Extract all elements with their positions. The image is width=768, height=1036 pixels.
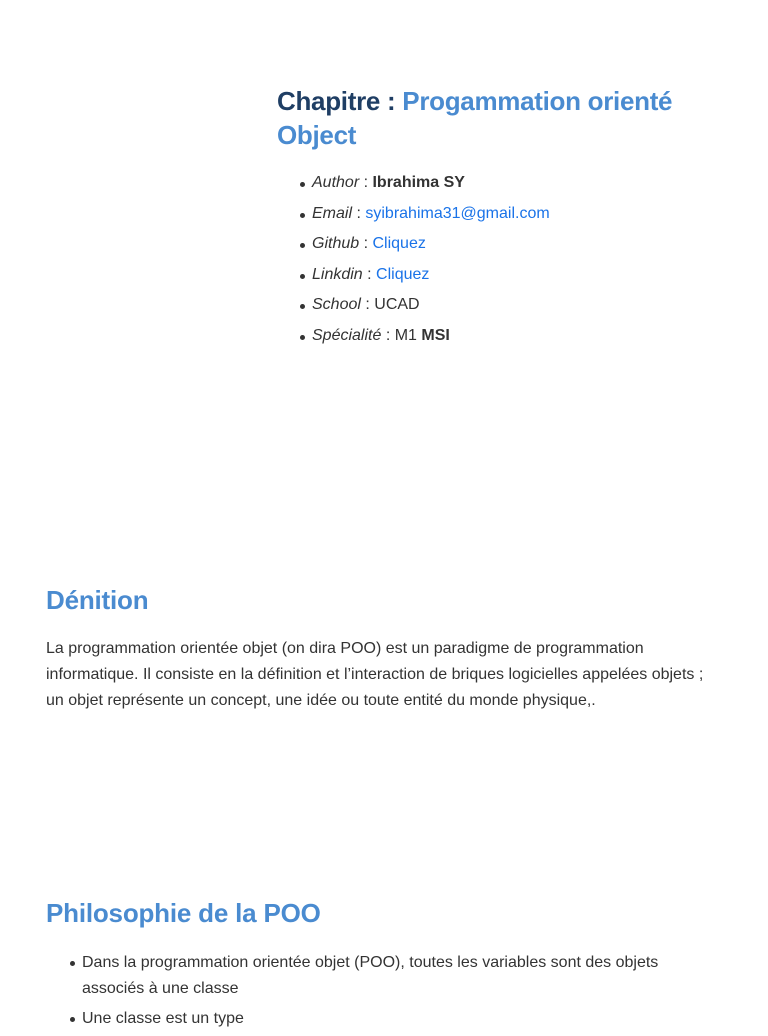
chapter-title-block xyxy=(277,84,737,152)
meta-linkdin-key: Linkdin xyxy=(312,265,363,283)
meta-email-key: Email xyxy=(312,204,353,222)
meta-email xyxy=(300,199,550,230)
meta-specialite-value-prefix: M1 xyxy=(394,326,422,344)
meta-author-value: Ibrahima SY xyxy=(372,174,465,191)
chapter-separator: : xyxy=(380,86,403,116)
meta-author-sep: : xyxy=(359,174,373,191)
meta-linkdin xyxy=(300,260,550,291)
author-info-list xyxy=(300,168,550,352)
github-link[interactable]: Cliquez xyxy=(372,235,426,253)
list-item: Dans la programmation orientée objet (POO), toutes les variables sont des objets associés à une classe xyxy=(70,950,710,1002)
meta-school-sep: : xyxy=(360,296,375,314)
email-link[interactable]: syibrahima31@gmail.com xyxy=(365,204,550,222)
meta-github-sep: : xyxy=(359,235,373,253)
philosophy-list xyxy=(70,950,710,1036)
philosophy-heading: Philosophie de la POO xyxy=(46,898,321,928)
linkdin-link[interactable]: Cliquez xyxy=(376,265,430,283)
meta-school xyxy=(300,290,550,321)
meta-linkdin-sep: : xyxy=(362,265,377,283)
meta-school-value: UCAD xyxy=(374,296,420,314)
meta-school-key: School xyxy=(312,296,361,314)
chapter-name: Progammation orienté Object xyxy=(277,86,673,150)
meta-github xyxy=(300,229,550,260)
definition-paragraph: La programmation orientée objet (on dira POO) est un paradigme de programmation informatique. Il consiste en la définition et l’interaction de briques logicielles appelées objets ; un objet représente un concept, une idée ou toute entité du monde physique,. xyxy=(46,640,704,709)
chapter-title xyxy=(277,84,737,152)
meta-specialite-sep: : xyxy=(381,326,395,344)
meta-author-key: Author xyxy=(312,174,360,191)
chapter-prefix: Chapitre xyxy=(277,86,381,116)
meta-github-key: Github xyxy=(312,235,360,253)
definition-heading: Dénition xyxy=(46,585,149,615)
meta-specialite-key: Spécialité xyxy=(312,326,382,344)
meta-specialite xyxy=(300,321,550,352)
meta-author xyxy=(300,168,550,199)
list-item: Une classe est un type xyxy=(70,1006,710,1032)
meta-email-sep: : xyxy=(352,204,366,222)
meta-specialite-value: MSI xyxy=(421,326,450,344)
